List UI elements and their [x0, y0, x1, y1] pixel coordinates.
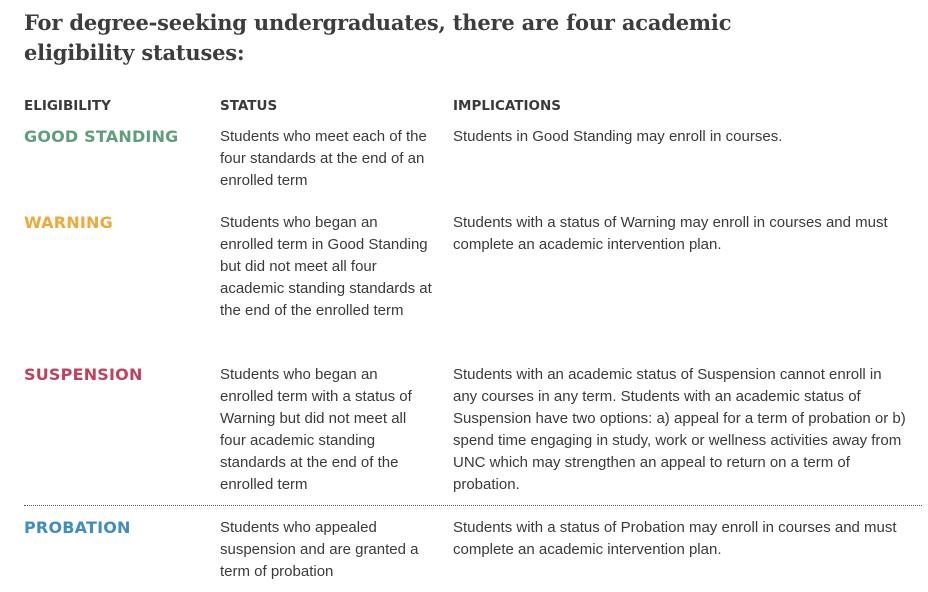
eligibility-section [24, 8, 922, 580]
status-text-warning: Students who began an enrolled term in Good Standing but did not meet all four academic standing standards at the end of the enrolled term [220, 214, 432, 319]
eligibility-label-warning: WARNING [24, 213, 113, 232]
column-header-status: STATUS [220, 98, 278, 114]
implications-text-probation: Students with a status of Probation may enroll in courses and must complete an academic intervention plan. [453, 519, 897, 558]
status-text-good-standing: Students who meet each of the four standards at the end of an enrolled term [220, 128, 427, 189]
eligibility-label-suspension: SUSPENSION [24, 365, 143, 384]
implications-text-good-standing: Students in Good Standing may enroll in courses. [453, 128, 783, 145]
eligibility-label-good-standing: GOOD STANDING [24, 127, 179, 146]
status-text-probation: Students who appealed suspension and are granted a term of probation [220, 519, 419, 580]
column-header-implications: IMPLICATIONS [453, 98, 562, 114]
column-header-eligibility: ELIGIBILITY [24, 98, 111, 114]
status-text-suspension: Students who began an enrolled term with a status of Warning but did not meet all four academic standing standards at the end of the enrolled term [220, 366, 412, 493]
row-divider [24, 505, 922, 506]
implications-text-warning: Students with a status of Warning may enroll in courses and must complete an academic intervention plan. [453, 214, 888, 253]
table-header-row [24, 96, 922, 118]
eligibility-label-probation: PROBATION [24, 518, 131, 537]
implications-text-suspension: Students with an academic status of Suspension cannot enroll in any courses in any term. Students with an academic status of Suspension have two options: a) appeal for a term of probation or b) spend time engaging in study, work or wellness activities away from UNC which may strengthen an appeal to return on a term of probation. [453, 366, 906, 493]
page-heading: For degree-seeking undergraduates, there are four academic eligibility statuses: [24, 10, 732, 65]
